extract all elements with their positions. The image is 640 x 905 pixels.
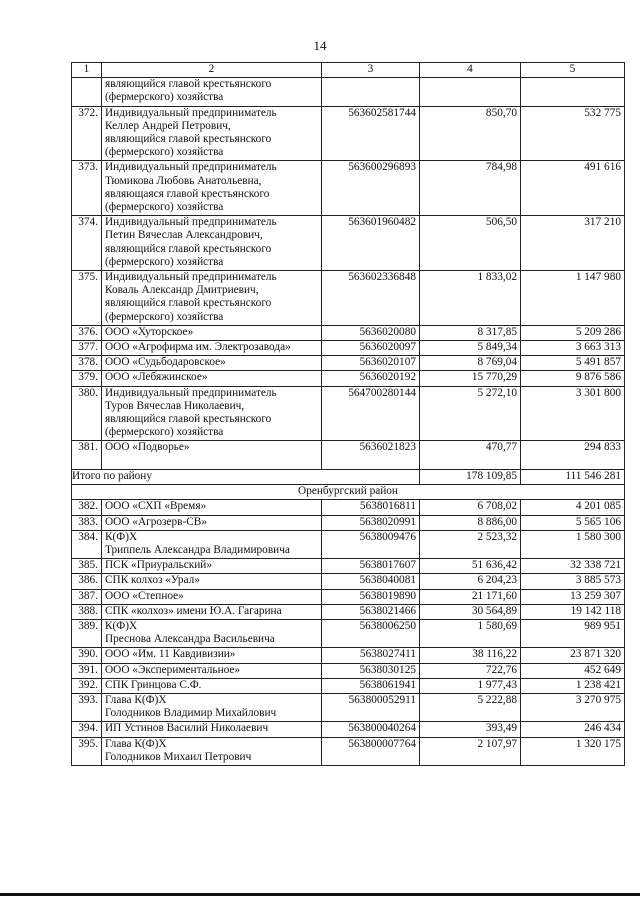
row-inn: 5638061941 <box>322 678 420 693</box>
row-index: 385. <box>72 559 102 574</box>
table-row <box>72 648 625 663</box>
row-amount: 246 434 <box>521 722 625 737</box>
row-amount: 1 238 421 <box>521 678 625 693</box>
row-area <box>420 78 521 106</box>
row-name <box>102 106 322 161</box>
row-inn: 5638020991 <box>322 515 420 530</box>
row-name <box>102 648 322 663</box>
row-name-line: Триппель Александра Владимировича <box>105 543 290 556</box>
row-name <box>102 530 322 558</box>
row-name <box>102 663 322 678</box>
row-name-line: Туров Вячеслав Николаевич, <box>105 399 245 412</box>
row-name-line: ООО «Им. 11 Кавдивизии» <box>105 648 236 661</box>
table-row <box>72 386 625 441</box>
row-amount: 317 210 <box>521 216 625 271</box>
row-name-line: Индивидуальный предприниматель <box>105 386 277 399</box>
row-area: 8 317,85 <box>420 325 521 340</box>
row-name-line: (фермерского) хозяйства <box>105 426 224 439</box>
row-area: 5 222,88 <box>420 693 521 721</box>
row-index: 390. <box>72 648 102 663</box>
table-row <box>72 106 625 161</box>
row-amount: 9 876 586 <box>521 371 625 386</box>
row-index: 383. <box>72 515 102 530</box>
row-name <box>102 356 322 371</box>
row-name-line: ООО «СХП «Время» <box>105 500 207 513</box>
row-name-line: Преснова Александра Васильевича <box>105 633 275 646</box>
row-name-line <box>105 455 318 468</box>
row-amount: 32 338 721 <box>521 559 625 574</box>
row-inn: 5636020080 <box>322 325 420 340</box>
table-row <box>72 559 625 574</box>
total-label: Итого по району <box>72 469 420 484</box>
row-name-line: Келлер Андрей Петрович, <box>105 119 231 132</box>
row-name <box>102 737 322 765</box>
table-row <box>72 737 625 765</box>
row-name <box>102 271 322 326</box>
row-name <box>102 78 322 106</box>
row-area: 8 886,00 <box>420 515 521 530</box>
row-name <box>102 341 322 356</box>
row-area: 850,70 <box>420 106 521 161</box>
row-amount: 19 142 118 <box>521 604 625 619</box>
row-name <box>102 619 322 647</box>
table-row <box>72 271 625 326</box>
row-amount: 532 775 <box>521 106 625 161</box>
section-row <box>72 485 625 500</box>
row-inn: 563600296893 <box>322 161 420 216</box>
row-area: 470,77 <box>420 441 521 469</box>
row-index: 387. <box>72 589 102 604</box>
row-inn: 563800007764 <box>322 737 420 765</box>
section-title: Оренбургский район <box>72 485 625 500</box>
row-inn: 5638019890 <box>322 589 420 604</box>
row-inn <box>322 78 420 106</box>
row-inn: 5636021823 <box>322 441 420 469</box>
row-area: 1 977,43 <box>420 678 521 693</box>
row-name-line: Голодников Владимир Михайлович <box>105 707 277 720</box>
table-row <box>72 693 625 721</box>
header-cell-5: 5 <box>521 63 625 78</box>
row-inn: 5638017607 <box>322 559 420 574</box>
row-name <box>102 371 322 386</box>
table-row <box>72 161 625 216</box>
row-inn: 5638021466 <box>322 604 420 619</box>
row-index <box>72 78 102 106</box>
row-name <box>102 574 322 589</box>
table-row <box>72 371 625 386</box>
row-name-line: являющаяся главой крестьянского <box>105 187 270 200</box>
row-name-line: ООО «Судьбодаровское» <box>105 356 226 369</box>
row-index: 378. <box>72 356 102 371</box>
table-row <box>72 678 625 693</box>
table-row <box>72 325 625 340</box>
row-inn: 563800040264 <box>322 722 420 737</box>
row-amount: 1 580 300 <box>521 530 625 558</box>
row-name <box>102 325 322 340</box>
table-row <box>72 500 625 515</box>
row-area: 30 564,89 <box>420 604 521 619</box>
row-area: 51 636,42 <box>420 559 521 574</box>
row-index: 376. <box>72 325 102 340</box>
row-index: 372. <box>72 106 102 161</box>
table-body <box>72 63 625 766</box>
row-name-line: (фермерского) хозяйства <box>105 201 224 214</box>
row-area: 6 204,23 <box>420 574 521 589</box>
row-inn: 5638016811 <box>322 500 420 515</box>
row-amount: 4 201 085 <box>521 500 625 515</box>
row-name-line: ООО «Лебяжинское» <box>105 371 208 384</box>
table-row <box>72 619 625 647</box>
row-amount: 1 147 980 <box>521 271 625 326</box>
row-name-line: Глава К(Ф)Х <box>105 693 167 706</box>
row-amount: 3 270 975 <box>521 693 625 721</box>
row-index: 384. <box>72 530 102 558</box>
row-index: 374. <box>72 216 102 271</box>
row-name <box>102 559 322 574</box>
row-amount: 294 833 <box>521 441 625 469</box>
row-name-line: (фермерского) хозяйства <box>105 91 224 104</box>
row-area: 2 523,32 <box>420 530 521 558</box>
row-name-line: ООО «Экспериментальное» <box>105 663 241 676</box>
table-row <box>72 604 625 619</box>
row-name-line: Тюмикова Любовь Анатольевна, <box>105 174 262 187</box>
row-inn: 563602336848 <box>322 271 420 326</box>
row-amount: 1 320 175 <box>521 737 625 765</box>
row-name-line: Индивидуальный предприниматель <box>105 161 277 174</box>
row-name-line: Индивидуальный предприниматель <box>105 271 277 284</box>
row-name <box>102 722 322 737</box>
row-name-line: (фермерского) хозяйства <box>105 255 224 268</box>
row-name-line: СПК Гринцова С.Ф. <box>105 678 202 691</box>
row-name-line: СПК «колхоз» имени Ю.А. Гагарина <box>105 604 282 617</box>
row-name-line: К(Ф)Х <box>105 530 138 543</box>
row-inn: 563602581744 <box>322 106 420 161</box>
row-amount: 23 871 320 <box>521 648 625 663</box>
row-name <box>102 161 322 216</box>
row-amount <box>521 78 625 106</box>
allocation-table <box>71 62 625 766</box>
row-name-line: ООО «Степное» <box>105 589 184 602</box>
table-row <box>72 574 625 589</box>
row-area: 1 833,02 <box>420 271 521 326</box>
table-row <box>72 663 625 678</box>
row-name-line: ИП Устинов Василий Николаевич <box>105 722 269 735</box>
row-name <box>102 500 322 515</box>
row-name <box>102 604 322 619</box>
row-index: 379. <box>72 371 102 386</box>
row-inn: 563800052911 <box>322 693 420 721</box>
row-amount: 3 301 800 <box>521 386 625 441</box>
row-area: 784,98 <box>420 161 521 216</box>
row-index: 391. <box>72 663 102 678</box>
row-inn: 5638009476 <box>322 530 420 558</box>
row-area: 15 770,29 <box>420 371 521 386</box>
row-name <box>102 693 322 721</box>
row-index: 394. <box>72 722 102 737</box>
row-index: 388. <box>72 604 102 619</box>
row-area: 393,49 <box>420 722 521 737</box>
table-row <box>72 341 625 356</box>
row-inn: 564700280144 <box>322 386 420 441</box>
table-row <box>72 722 625 737</box>
row-name-line: являющийся главой крестьянского <box>105 297 272 310</box>
row-amount: 491 616 <box>521 161 625 216</box>
total-area: 178 109,85 <box>420 469 521 484</box>
row-inn: 5636020097 <box>322 341 420 356</box>
row-name <box>102 678 322 693</box>
table-row <box>72 216 625 271</box>
row-index: 386. <box>72 574 102 589</box>
row-index: 375. <box>72 271 102 326</box>
total-amount: 111 546 281 <box>521 469 625 484</box>
row-inn: 5638006250 <box>322 619 420 647</box>
row-name-line: ООО «Агрозерв-СВ» <box>105 515 207 528</box>
row-name-line: (фермерского) хозяйства <box>105 310 224 323</box>
row-name-line: Коваль Александр Дмитриевич, <box>105 284 259 297</box>
row-inn: 5636020192 <box>322 371 420 386</box>
row-name <box>102 386 322 441</box>
row-area: 8 769,04 <box>420 356 521 371</box>
row-name-line: Глава К(Ф)Х <box>105 737 167 750</box>
row-name-line: ООО «Агрофирма им. Электрозавода» <box>105 341 291 354</box>
row-name <box>102 589 322 604</box>
row-name-line: Петин Вячеслав Александрович, <box>105 229 263 242</box>
row-name-line: (фермерского) хозяйства <box>105 146 224 159</box>
row-name-line: являющийся главой крестьянского <box>105 133 272 146</box>
row-area: 2 107,97 <box>420 737 521 765</box>
total-row <box>72 469 625 484</box>
row-name-line: СПК колхоз «Урал» <box>105 574 200 587</box>
row-amount: 5 209 286 <box>521 325 625 340</box>
row-name <box>102 216 322 271</box>
header-cell-4: 4 <box>420 63 521 78</box>
row-area: 506,50 <box>420 216 521 271</box>
row-inn: 5638040081 <box>322 574 420 589</box>
row-area: 5 849,34 <box>420 341 521 356</box>
row-index: 389. <box>72 619 102 647</box>
row-index: 373. <box>72 161 102 216</box>
row-area: 722,76 <box>420 663 521 678</box>
row-name-line: являющийся главой крестьянского <box>105 242 272 255</box>
table-header-row <box>72 63 625 78</box>
row-amount: 5 491 857 <box>521 356 625 371</box>
row-amount: 3 663 313 <box>521 341 625 356</box>
row-area: 6 708,02 <box>420 500 521 515</box>
table-row <box>72 78 625 106</box>
row-name-line: являющийся главой крестьянского <box>105 78 272 91</box>
table-row <box>72 515 625 530</box>
row-index: 393. <box>72 693 102 721</box>
row-name-line: являющийся главой крестьянского <box>105 413 272 426</box>
row-area: 1 580,69 <box>420 619 521 647</box>
row-index: 381. <box>72 441 102 469</box>
row-amount: 3 885 573 <box>521 574 625 589</box>
row-name-line: Индивидуальный предприниматель <box>105 216 277 229</box>
header-cell-2: 2 <box>102 63 322 78</box>
row-index: 392. <box>72 678 102 693</box>
row-area: 38 116,22 <box>420 648 521 663</box>
table-row <box>72 530 625 558</box>
row-name-line: К(Ф)Х <box>105 619 138 632</box>
row-name-line: ООО «Подворье» <box>105 441 190 454</box>
row-index: 382. <box>72 500 102 515</box>
page-number: 14 <box>313 38 327 53</box>
table-row <box>72 589 625 604</box>
row-name <box>102 515 322 530</box>
row-inn: 5638030125 <box>322 663 420 678</box>
bottom-rule <box>0 893 640 896</box>
table-row <box>72 356 625 371</box>
row-inn: 563601960482 <box>322 216 420 271</box>
row-name-line: ПСК «Приуральский» <box>105 559 212 572</box>
row-area: 21 171,60 <box>420 589 521 604</box>
row-amount: 13 259 307 <box>521 589 625 604</box>
row-name-line: ООО «Хуторское» <box>105 325 194 338</box>
row-name-line: Голодников Михаил Петрович <box>105 750 252 763</box>
row-name <box>102 441 322 469</box>
row-index: 395. <box>72 737 102 765</box>
header-cell-3: 3 <box>322 63 420 78</box>
row-amount: 452 649 <box>521 663 625 678</box>
row-inn: 5638027411 <box>322 648 420 663</box>
row-index: 380. <box>72 386 102 441</box>
row-name-line: Индивидуальный предприниматель <box>105 106 277 119</box>
row-amount: 989 951 <box>521 619 625 647</box>
row-amount: 5 565 106 <box>521 515 625 530</box>
header-cell-1: 1 <box>72 63 102 78</box>
row-area: 5 272,10 <box>420 386 521 441</box>
row-index: 377. <box>72 341 102 356</box>
row-inn: 5636020107 <box>322 356 420 371</box>
table-row <box>72 441 625 469</box>
